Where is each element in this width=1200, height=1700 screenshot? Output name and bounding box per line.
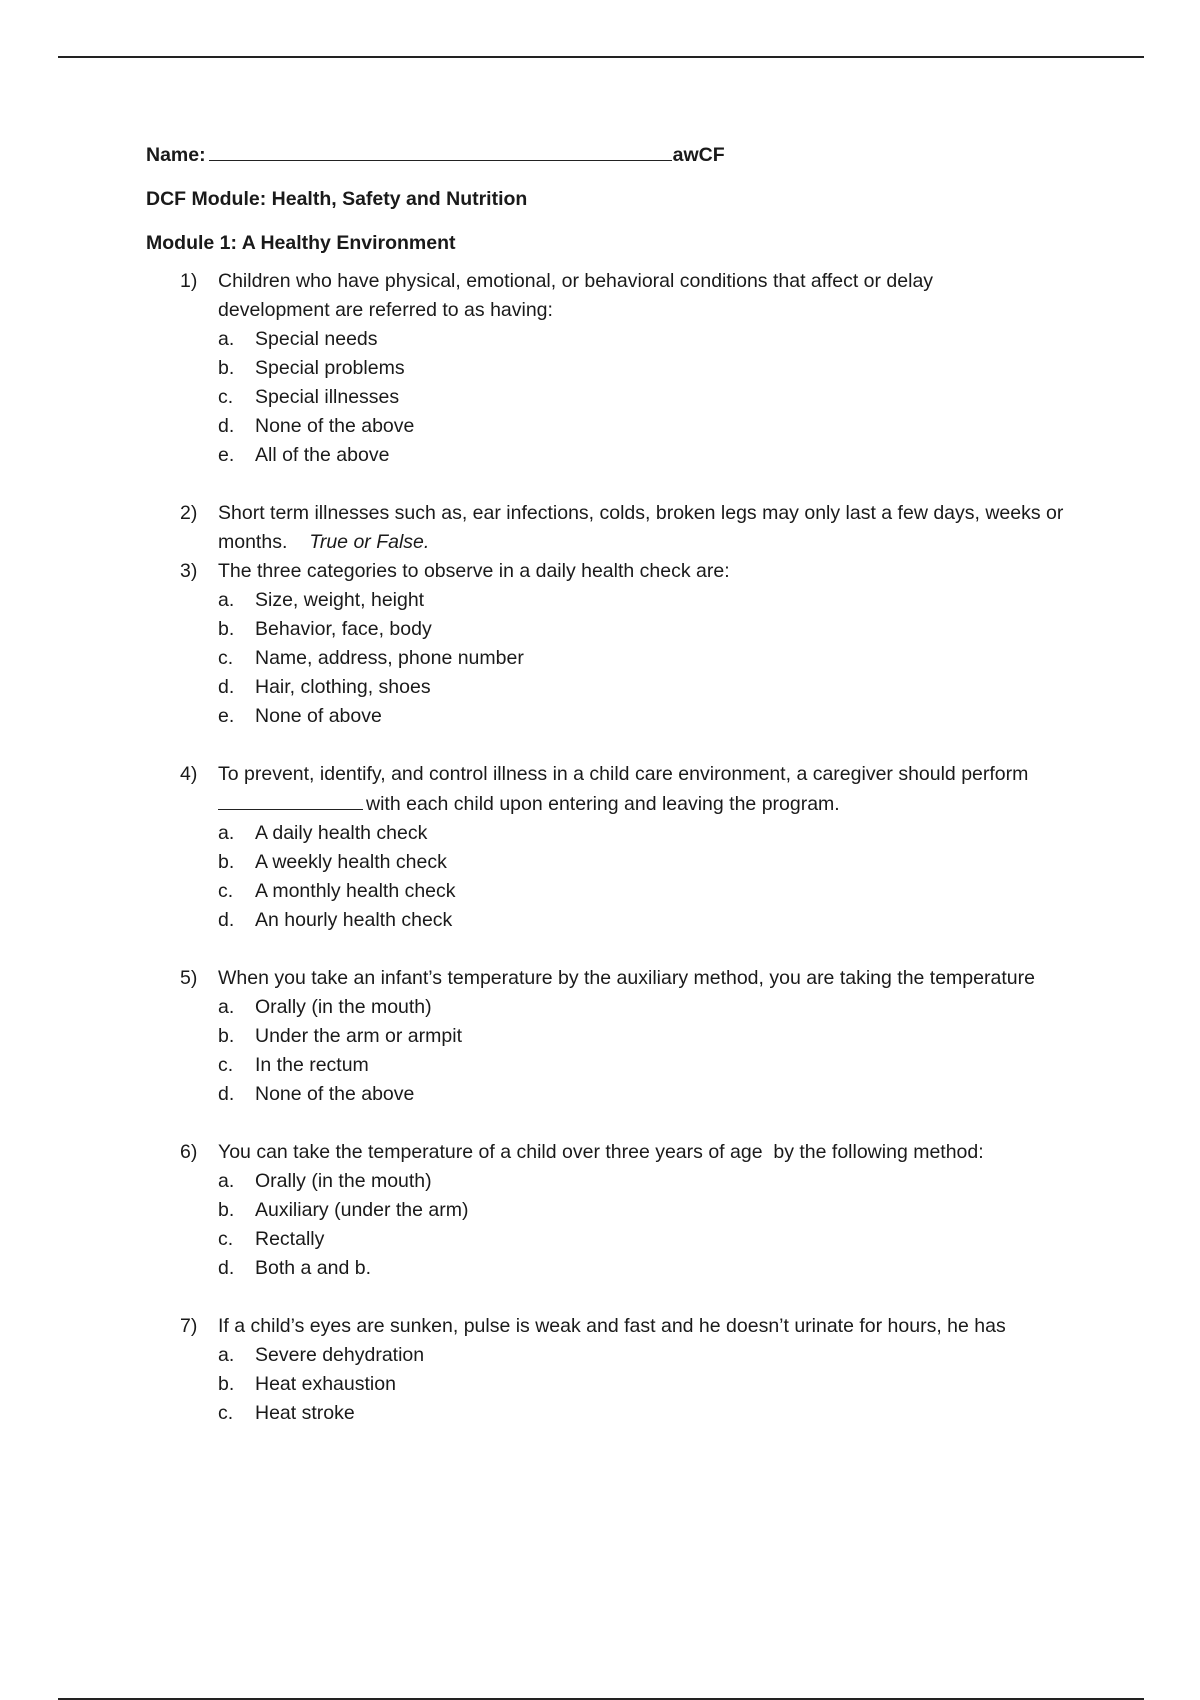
option-item bbox=[218, 1167, 1106, 1196]
question-1 bbox=[146, 267, 1106, 470]
name-blank[interactable] bbox=[209, 140, 672, 161]
option-text: Name, address, phone number bbox=[255, 647, 524, 669]
option-letter: a. bbox=[218, 589, 235, 611]
question-text-body: To prevent, identify, and control illness in a child care environment, a caregiver should perform bbox=[218, 763, 1029, 785]
option-item bbox=[218, 441, 994, 470]
option-text: None of the above bbox=[255, 1083, 415, 1105]
spacer bbox=[146, 470, 1106, 499]
option-letter: b. bbox=[218, 1025, 235, 1047]
question-7 bbox=[146, 1312, 1106, 1428]
question-number: 7) bbox=[180, 1315, 198, 1337]
options-list bbox=[218, 586, 1106, 731]
option-item bbox=[218, 1051, 1106, 1080]
option-text: A daily health check bbox=[255, 822, 428, 844]
option-letter: c. bbox=[218, 1228, 234, 1250]
option-item bbox=[218, 1370, 1106, 1399]
option-item bbox=[218, 644, 1106, 673]
option-text: An hourly health check bbox=[255, 909, 453, 931]
option-letter: a. bbox=[218, 822, 235, 844]
option-item bbox=[218, 412, 994, 441]
option-text: Behavior, face, body bbox=[255, 618, 432, 640]
option-text: A weekly health check bbox=[255, 851, 447, 873]
module-title: DCF Module: Health, Safety and Nutrition bbox=[146, 188, 528, 210]
option-text: Orally (in the mouth) bbox=[255, 996, 432, 1018]
spacer bbox=[146, 935, 1106, 964]
question-number: 1) bbox=[180, 270, 198, 292]
option-item bbox=[218, 848, 1106, 877]
option-item bbox=[218, 1080, 1106, 1109]
option-letter: a. bbox=[218, 1344, 235, 1366]
option-text: Size, weight, height bbox=[255, 589, 425, 611]
option-letter: c. bbox=[218, 880, 234, 902]
question-text bbox=[218, 760, 1106, 819]
quiz-document bbox=[146, 140, 1106, 1428]
question-3 bbox=[146, 557, 1106, 731]
question-number: 6) bbox=[180, 1141, 198, 1163]
option-letter: c. bbox=[218, 647, 234, 669]
option-item bbox=[218, 1399, 1106, 1428]
option-letter: d. bbox=[218, 1257, 235, 1279]
option-letter: b. bbox=[218, 851, 235, 873]
name-suffix: awCF bbox=[672, 144, 725, 166]
option-text: None of the above bbox=[255, 415, 415, 437]
option-letter: a. bbox=[218, 996, 235, 1018]
option-text: All of the above bbox=[255, 444, 390, 466]
option-letter: c. bbox=[218, 1054, 234, 1076]
option-letter: c. bbox=[218, 1402, 234, 1424]
question-text: When you take an infant’s temperature by the auxiliary method, you are taking the temperature bbox=[218, 967, 1035, 989]
option-item bbox=[218, 325, 994, 354]
option-item bbox=[218, 993, 1106, 1022]
section-title: Module 1: A Healthy Environment bbox=[146, 232, 456, 254]
options-list bbox=[218, 993, 1106, 1109]
options-list bbox=[218, 819, 1106, 935]
name-label: Name: bbox=[146, 144, 206, 166]
spacer bbox=[146, 1109, 1106, 1138]
option-item bbox=[218, 1022, 1106, 1051]
option-text: Special needs bbox=[255, 328, 378, 350]
option-item bbox=[218, 1196, 1106, 1225]
option-text: Heat stroke bbox=[255, 1402, 355, 1424]
option-item bbox=[218, 615, 1106, 644]
option-letter: c. bbox=[218, 386, 234, 408]
question-2 bbox=[146, 499, 1106, 557]
option-text: Heat exhaustion bbox=[255, 1373, 396, 1395]
option-letter: e. bbox=[218, 444, 235, 466]
true-false-choice: True or False. bbox=[309, 531, 430, 553]
option-item bbox=[218, 586, 1106, 615]
question-number: 4) bbox=[180, 763, 198, 785]
option-letter: b. bbox=[218, 357, 235, 379]
option-text: Special problems bbox=[255, 357, 405, 379]
question-text-body: Short term illnesses such as, ear infections, colds, broken legs may only last a few days, weeks or months. bbox=[218, 502, 1064, 553]
question-number: 3) bbox=[180, 560, 198, 582]
question-4 bbox=[146, 760, 1106, 935]
option-item bbox=[218, 906, 1106, 935]
option-text: Under the arm or armpit bbox=[255, 1025, 462, 1047]
option-letter: b. bbox=[218, 618, 235, 640]
option-item bbox=[218, 702, 1106, 731]
option-item bbox=[218, 354, 994, 383]
option-letter: d. bbox=[218, 1083, 235, 1105]
option-text: Orally (in the mouth) bbox=[255, 1170, 432, 1192]
question-text bbox=[218, 499, 1106, 557]
options-list bbox=[218, 1167, 1106, 1283]
question-text: You can take the temperature of a child over three years of age by the following method: bbox=[218, 1141, 984, 1163]
option-text: Severe dehydration bbox=[255, 1344, 425, 1366]
option-item bbox=[218, 877, 1106, 906]
question-number: 2) bbox=[180, 502, 198, 524]
option-item bbox=[218, 819, 1106, 848]
option-letter: b. bbox=[218, 1373, 235, 1395]
question-5 bbox=[146, 964, 1106, 1109]
question-6 bbox=[146, 1138, 1106, 1283]
option-text: A monthly health check bbox=[255, 880, 456, 902]
option-text: Rectally bbox=[255, 1228, 325, 1250]
option-item bbox=[218, 1225, 1106, 1254]
options-list bbox=[218, 1341, 1106, 1428]
option-text: Special illnesses bbox=[255, 386, 400, 408]
name-line-row bbox=[146, 140, 1106, 170]
option-text: Auxiliary (under the arm) bbox=[255, 1199, 469, 1221]
question-text-continued: with each child upon entering and leaving the program. bbox=[366, 793, 840, 815]
top-rule bbox=[58, 56, 1144, 58]
question-number: 5) bbox=[180, 967, 198, 989]
answer-blank[interactable] bbox=[218, 789, 363, 810]
option-text: None of above bbox=[255, 705, 382, 727]
option-text: In the rectum bbox=[255, 1054, 369, 1076]
option-text: Hair, clothing, shoes bbox=[255, 676, 431, 698]
question-text: The three categories to observe in a daily health check are: bbox=[218, 560, 730, 582]
options-list bbox=[218, 325, 994, 470]
spacer bbox=[146, 1283, 1106, 1312]
option-letter: d. bbox=[218, 909, 235, 931]
question-text: Children who have physical, emotional, or behavioral conditions that affect or delay development are referred to as having: bbox=[218, 270, 934, 321]
spacer bbox=[146, 731, 1106, 760]
option-item bbox=[218, 673, 1106, 702]
question-text: If a child’s eyes are sunken, pulse is weak and fast and he doesn’t urinate for hours, he has bbox=[218, 1315, 1006, 1337]
option-letter: d. bbox=[218, 676, 235, 698]
option-letter: a. bbox=[218, 328, 235, 350]
option-text: Both a and b. bbox=[255, 1257, 372, 1279]
option-letter: b. bbox=[218, 1199, 235, 1221]
option-item bbox=[218, 383, 994, 412]
option-letter: e. bbox=[218, 705, 235, 727]
option-item bbox=[218, 1254, 1106, 1283]
option-letter: d. bbox=[218, 415, 235, 437]
option-item bbox=[218, 1341, 1106, 1370]
option-letter: a. bbox=[218, 1170, 235, 1192]
